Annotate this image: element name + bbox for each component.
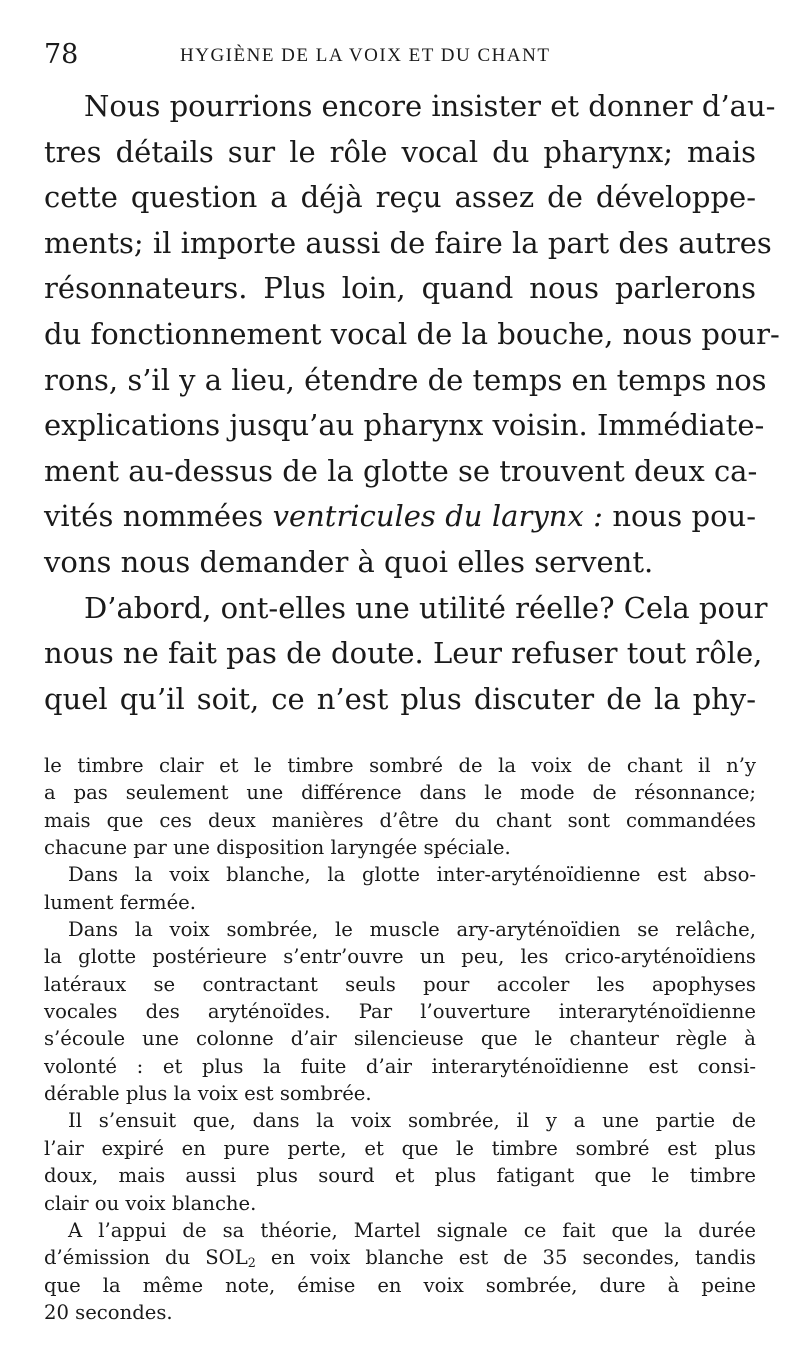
text-line	[44, 494, 756, 540]
subscript: 2	[247, 1256, 256, 1272]
text-run: d’émission du SOL	[44, 1246, 248, 1270]
footnote-line: Il s’ensuit que, dans la voix sombrée, il y a une partie de	[68, 1109, 756, 1133]
footnote-paragraph	[44, 861, 756, 916]
text-line: du fonctionnement vocal de la bouche, nous pour-	[44, 316, 780, 351]
footnote-line: que la même note, émise en voix sombrée, dure à peine	[44, 1273, 756, 1297]
footnote-line: volonté : et plus la fuite d’air interaryténoïdienne est consi-	[44, 1054, 756, 1078]
text-line: vons nous demander à quoi elles servent.	[44, 544, 654, 579]
footnote-line: s’écoule une colonne d’air silencieuse que le chanteur règle à	[44, 1027, 756, 1051]
footnote-line: chacune par une disposition laryngée spéciale.	[44, 836, 511, 860]
text-line: explications jusqu’au pharynx voisin. Immédiate-	[44, 408, 765, 443]
footnote-line: dérable plus la voix est sombrée.	[44, 1082, 372, 1106]
footnote-paragraph	[44, 916, 756, 1107]
footnote-line: Dans la voix blanche, la glotte inter-aryténoïdienne est abso-	[68, 863, 756, 887]
footnote-paragraph	[44, 1217, 756, 1326]
text-line: rons, s’il y a lieu, étendre de temps en temps nos	[44, 362, 767, 397]
footnote-line: lument fermée.	[44, 890, 196, 914]
text-line: tres détails sur le rôle vocal du pharynx; mais	[44, 134, 756, 169]
text-run: en voix blanche est de 35 secondes, tandis	[255, 1246, 756, 1270]
running-head	[44, 40, 764, 70]
footnote-line: Dans la voix sombrée, le muscle ary-aryténoïdien se relâche,	[68, 918, 756, 942]
footnote-line: a pas seulement une différence dans le mode de résonnance;	[44, 781, 756, 805]
footnote-line: l’air expiré en pure perte, et que le timbre sombré est plus	[44, 1136, 756, 1160]
text-line: nous ne fait pas de doute. Leur refuser tout rôle,	[44, 636, 763, 671]
text-line: ments; il importe aussi de faire la part des autres	[44, 225, 772, 260]
footnote-line: A l’appui de sa théorie, Martel signale ce fait que la durée	[68, 1218, 756, 1242]
footnote-line	[44, 1244, 756, 1271]
footnote-paragraph	[44, 752, 756, 861]
footnote-line: clair ou voix blanche.	[44, 1191, 257, 1215]
text-line: quel qu’il soit, ce n’est plus discuter de la phy-	[44, 681, 756, 716]
text-run: nous pou-	[602, 499, 757, 534]
text-line: cette question a déjà reçu assez de développe-	[44, 180, 756, 215]
footnote-paragraph	[44, 1107, 756, 1216]
text-run: vités nommées	[44, 499, 273, 534]
footnote-line: mais que ces deux manières d’être du chant sont commandées	[44, 808, 756, 832]
text-line: D’abord, ont-elles une utilité réelle? Cela pour	[84, 590, 768, 625]
footnote	[44, 752, 756, 1326]
text-line: résonnateurs. Plus loin, quand nous parlerons	[44, 271, 756, 306]
footnote-line: le timbre clair et le timbre sombré de la voix de chant il n’y	[44, 754, 756, 777]
footnote-line: la glotte postérieure s’entr’ouvre un peu, les crico-aryténoïdiens	[44, 945, 756, 969]
running-title: HYGIÈNE DE LA VOIX ET DU CHANT	[180, 45, 551, 66]
footnote-line: 20 secondes.	[44, 1300, 173, 1324]
footnote-line: doux, mais aussi plus sourd et plus fatigant que le timbre	[44, 1164, 756, 1188]
text-line: ment au-dessus de la glotte se trouvent deux ca-	[44, 453, 758, 488]
text-line: Nous pourrions encore insister et donner d’au-	[84, 89, 776, 123]
paragraph	[44, 84, 780, 586]
paragraph	[44, 586, 768, 723]
footnote-line: vocales des aryténoïdes. Par l’ouverture interaryténoïdienne	[44, 1000, 756, 1024]
footnote-line: latéraux se contractant seuls pour accoler les apophyses	[44, 972, 756, 996]
italic-term: ventricules du larynx :	[272, 499, 603, 534]
main-text	[44, 84, 780, 722]
page-number: 78	[44, 39, 79, 70]
